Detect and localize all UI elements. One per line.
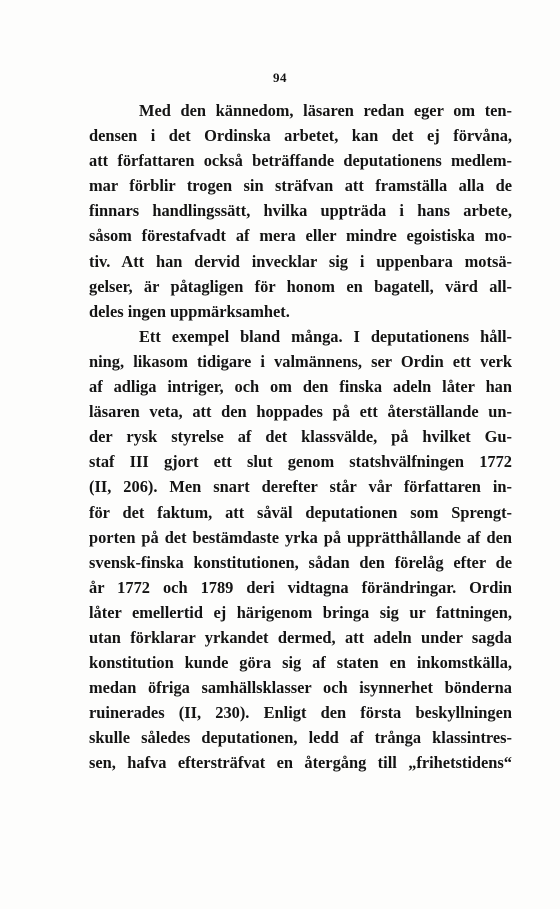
text-line: ning, likasom tidigare i valmännens, ser Ordin ett verk	[89, 351, 512, 371]
text-line: såsom förestafvadt af mera eller mindre egoistiska mo-	[89, 226, 512, 246]
text-line: låter emellertid ej härigenom bringa sig ur fattningen,	[89, 602, 512, 622]
text-line: porten på det bestämdaste yrka på upprätthållande af den	[89, 527, 512, 547]
text-line: ruinerades (II, 230). Enligt den första beskyllningen	[89, 703, 512, 723]
text-line: utan förklarar yrkandet dermed, att adeln under sagda	[89, 627, 512, 647]
page-number: 94	[273, 70, 287, 85]
text-line: gelser, är påtagligen för honom en bagatell, värd all-	[89, 276, 512, 296]
text-line: konstitution kunde göra sig af staten en inkomstkälla,	[89, 653, 512, 673]
text-line: finnars handlingssätt, hvilka uppträda i hans arbete,	[89, 201, 512, 221]
text-line: densen i det Ordinska arbetet, kan det ej förvåna,	[89, 126, 512, 146]
text-line: Med den kännedom, läsaren redan eger om ten-	[139, 101, 512, 120]
text-line: skulle således deputationen, ledd af trånga klassintres-	[89, 728, 512, 748]
text-line: år 1772 och 1789 deri vidtagna förändringar. Ordin	[89, 577, 512, 597]
paragraph-2	[89, 324, 512, 776]
text-line: sen, hafva eftersträfvat en återgång till „frihetstidens“	[89, 753, 512, 773]
text-line: staf III gjort ett slut genom statshvälfningen 1772	[89, 452, 512, 472]
text-line: att författaren också beträffande deputationens medlem-	[89, 151, 512, 171]
text-line: der rysk styrelse af det klassvälde, på hvilket Gu-	[89, 427, 512, 447]
body-text	[89, 98, 512, 776]
text-line: för det faktum, att såväl deputationen som Sprengt-	[89, 502, 512, 522]
text-line: medan öfriga samhällsklasser och isynnerhet bönderna	[89, 678, 512, 698]
text-line: tiv. Att han dervid invecklar sig i uppenbara motsä-	[89, 251, 512, 271]
text-line: af adliga intriger, och om den finska adeln låter han	[89, 377, 512, 397]
text-line: Ett exempel bland många. I deputationens håll-	[139, 326, 512, 346]
text-line: deles ingen uppmärksamhet.	[89, 301, 290, 321]
text-line: mar förblir trogen sin sträfvan att framställa alla de	[89, 176, 512, 196]
text-line: svensk-finska konstitutionen, sådan den förelåg efter de	[89, 552, 512, 572]
text-line: läsaren veta, att den hoppades på ett återställande un-	[89, 402, 512, 422]
paragraph-1	[89, 98, 512, 324]
text-line: (II, 206). Men snart derefter står vår författaren in-	[89, 477, 512, 497]
